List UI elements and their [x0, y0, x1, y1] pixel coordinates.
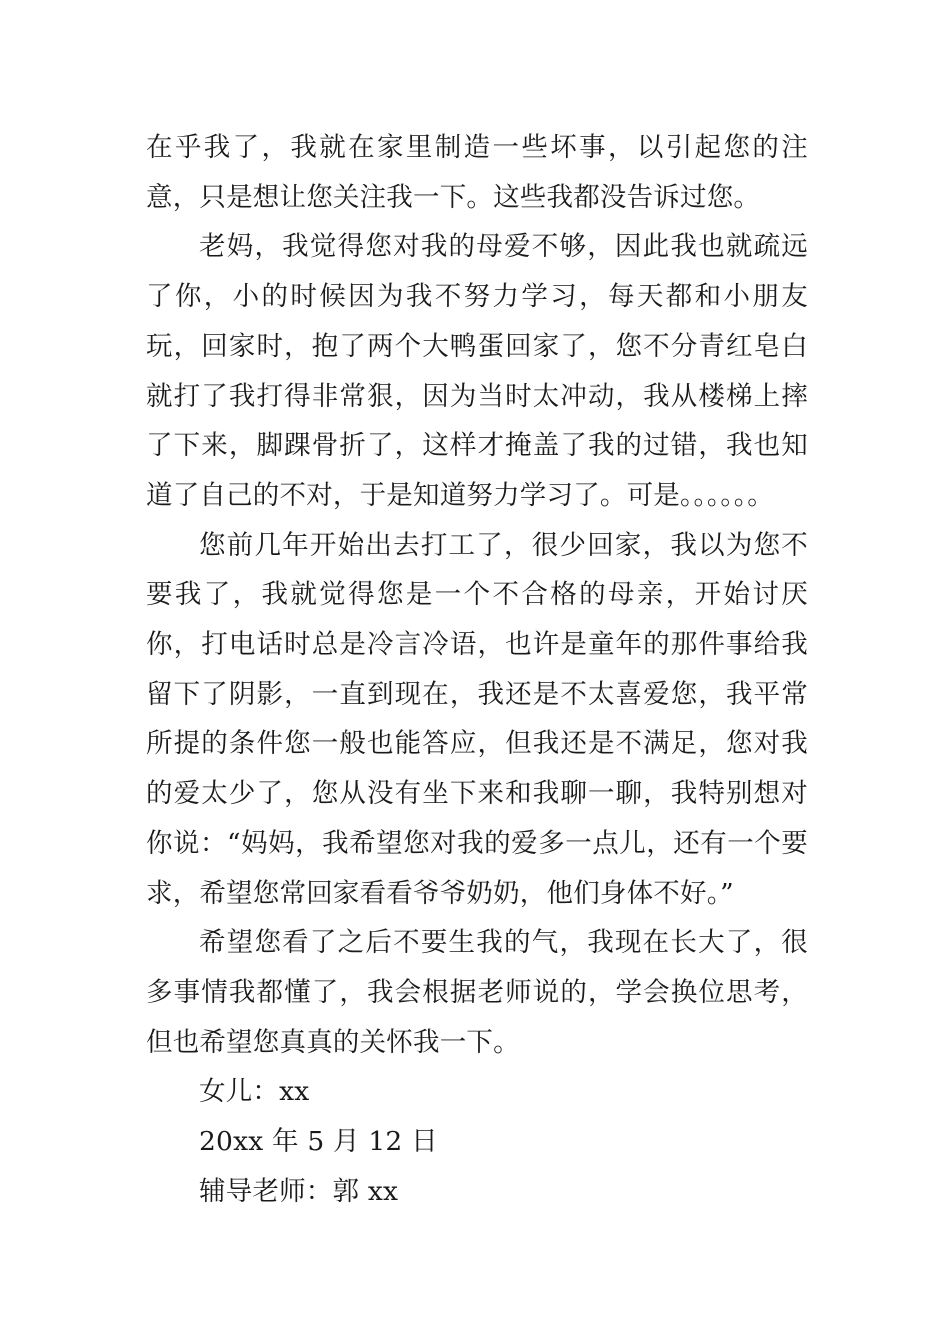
paragraph-closing: 希望您看了之后不要生我的气，我现在长大了，很多事情我都懂了，我会根据老师说的，学会换位思考，但也希望您真真的关怀我一下。 [146, 927, 808, 1058]
signature-teacher: 辅导老师：郭 xx [199, 1175, 399, 1207]
letter-body [146, 123, 808, 1216]
paragraph-continuation: 在乎我了，我就在家里制造一些坏事，以引起您的注意，只是想让您关注我一下。这些我都没告诉过您。 [146, 132, 808, 213]
paragraph-work-away: 您前几年开始出去打工了，很少回家，我以为您不要我了，我就觉得您是一个不合格的母亲，开始讨厌你，打电话时总是冷言冷语，也许是童年的那件事给我留下了阴影，一直到现在，我还是不太喜爱您，我平常所提的条件您一般也能答应，但我还是不满足，您对我的爱太少了，您从没有坐下来和我聊一聊，我特别想对你说：“妈妈，我希望您对我的爱多一点儿，还有一个要求，希望您常回家看看爷爷奶奶，他们身体不好。” [146, 529, 808, 909]
paragraph-childhood: 老妈，我觉得您对我的母爱不够，因此我也就疏远了你，小的时候因为我不努力学习，每天都和小朋友玩，回家时，抱了两个大鸭蛋回家了，您不分青红皂白就打了我打得非常狠，因为当时太冲动，我从楼梯上摔了下来，脚踝骨折了，这样才掩盖了我的过错，我也知道了自己的不对，于是知道努力学习了。可是。。。。。。 [146, 231, 808, 511]
signature-author: 女儿：xx [199, 1076, 310, 1108]
signature-date: 20xx 年 5 月 12 日 [199, 1126, 438, 1158]
